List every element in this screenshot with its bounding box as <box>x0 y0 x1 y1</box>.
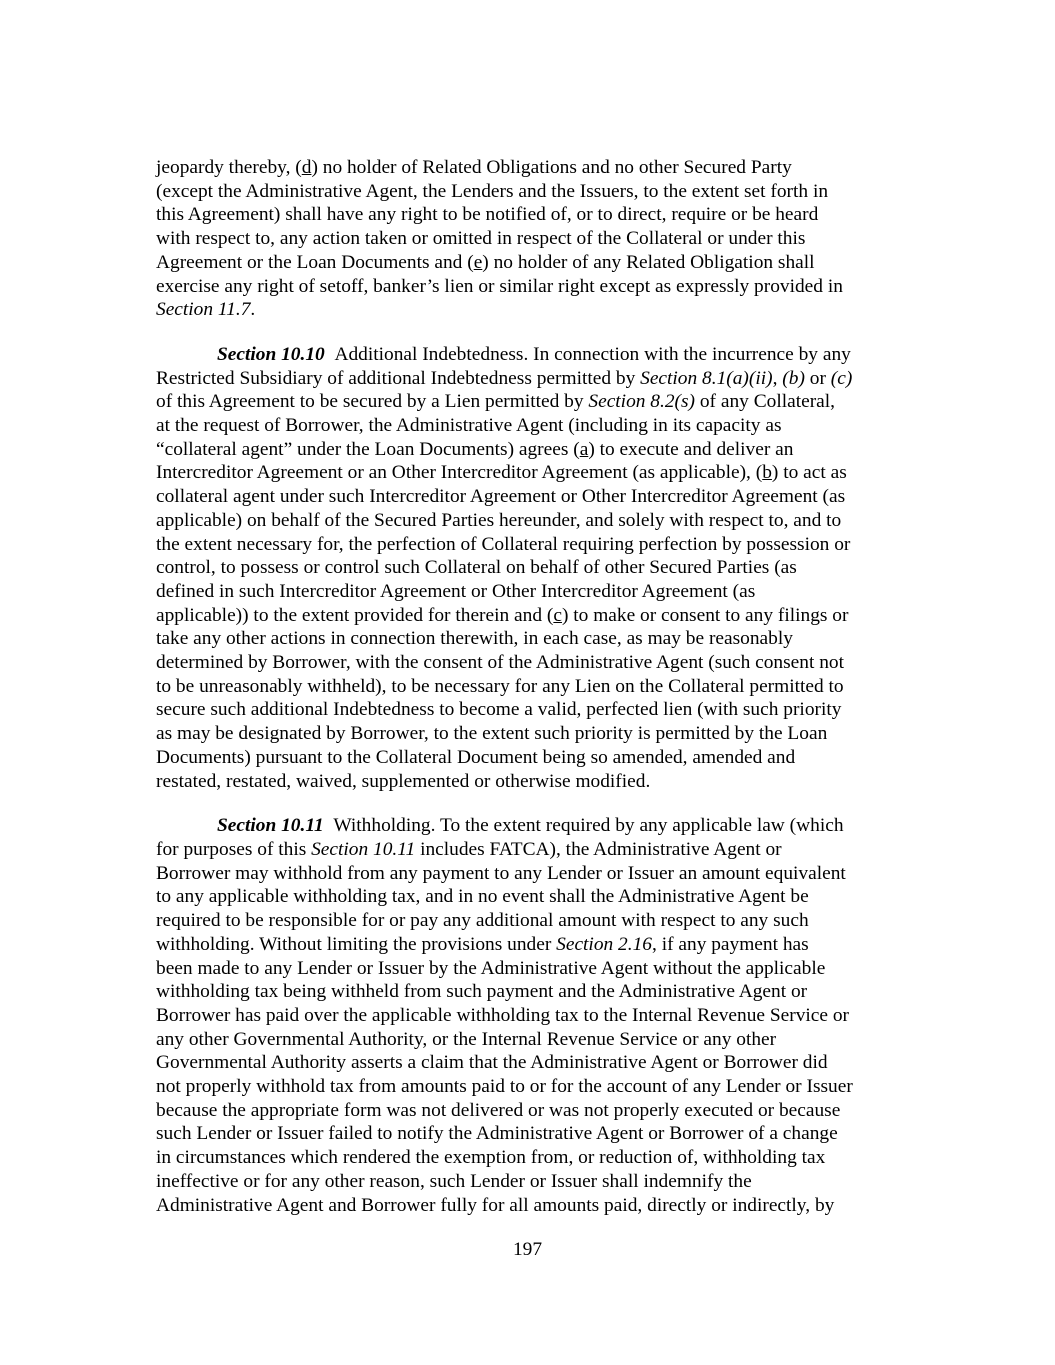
text-run: Agreement or the Loan Documents and ( <box>156 251 474 273</box>
text-line <box>156 461 900 485</box>
text-run: ) to act as <box>771 462 847 484</box>
section-reference: (c) <box>830 367 853 389</box>
text-run: jeopardy thereby, ( <box>156 157 302 178</box>
text-line: to be unreasonably withheld), to be necessary for any Lien on the Collateral permitted to <box>156 675 844 697</box>
text-run: Restricted Subsidiary of additional Indebtedness permitted by <box>156 367 641 389</box>
text-line <box>156 838 900 862</box>
text-run: , <box>772 367 783 389</box>
section-reference: (b) <box>782 367 805 389</box>
text-line: (except the Administrative Agent, the Lenders and the Issuers, to the extent set forth in <box>156 180 829 202</box>
text-line: exercise any right of setoff, banker’s lien or similar right except as expressly provided in <box>156 275 843 297</box>
text-line: because the appropriate form was not delivered or was not properly executed or because <box>156 1099 841 1121</box>
text-run: “collateral agent” under the Loan Documents) agrees ( <box>156 438 580 460</box>
text-line: Borrower may withhold from any payment to any Lender or Issuer an amount equivalent <box>156 862 846 884</box>
section-10-10 <box>156 343 900 793</box>
text-line: been made to any Lender or Issuer by the Administrative Agent without the applicable <box>156 957 826 979</box>
text-line: secure such additional Indebtedness to become a valid, perfected lien (with such priority <box>156 699 842 721</box>
document-page <box>156 156 900 1217</box>
text-line: required to be responsible for or pay any additional amount with respect to any such <box>156 910 809 932</box>
text-line: take any other actions in connection therewith, in each case, as may be reasonably <box>156 628 793 650</box>
section-heading: Section 10.11 <box>217 815 324 837</box>
text-line <box>156 367 900 391</box>
text-line: Governmental Authority asserts a claim that the Administrative Agent or Borrower did <box>156 1052 828 1074</box>
text-run: ) no holder of any Related Obligation shall <box>482 251 815 273</box>
text-run: ) to make or consent to any filings or <box>561 604 849 626</box>
section-reference: Section 11.7 <box>156 299 251 321</box>
text-line <box>156 343 900 367</box>
text-line <box>156 438 900 462</box>
text-run: . To the extent required by any applicable law (which <box>430 815 844 837</box>
text-line: collateral agent under such Intercreditor Agreement or Other Intercreditor Agreement (as <box>156 486 846 508</box>
text-line: in circumstances which rendered the exemption from, or reduction of, withholding tax <box>156 1147 826 1169</box>
section-reference: Section 2.16 <box>556 933 652 955</box>
text-line: control, to possess or control such Collateral on behalf of other Secured Parties (as <box>156 557 797 579</box>
clause-marker-b: b <box>762 462 772 484</box>
text-line: as may be designated by Borrower, to the extent such priority is permitted by the Loan <box>156 723 828 745</box>
section-reference: Section 8.2(s) <box>588 391 696 413</box>
text-run: ) to execute and deliver an <box>588 438 794 460</box>
section-title: Additional Indebtedness <box>334 343 524 365</box>
text-line: any other Governmental Authority, or the Internal Revenue Service or any other <box>156 1028 777 1050</box>
text-run: or <box>804 367 831 389</box>
section-reference: Section 10.11 <box>311 838 416 860</box>
text-run: of any Collateral, <box>695 391 836 413</box>
text-line <box>156 251 900 275</box>
text-line: at the request of Borrower, the Administrative Agent (including in its capacity as <box>156 415 782 437</box>
text-line: the extent necessary for, the perfection of Collateral requiring perfection by possession or <box>156 533 851 555</box>
text-run: . <box>250 299 256 321</box>
text-line: Borrower has paid over the applicable withholding tax to the Internal Revenue Service or <box>156 1004 849 1026</box>
section-10-11 <box>156 814 900 1217</box>
text-line: this Agreement) shall have any right to be notified of, or to direct, require or be heard <box>156 204 819 226</box>
text-line <box>156 156 900 180</box>
paragraph-continuation <box>156 156 900 322</box>
text-run: for purposes of this <box>156 838 312 860</box>
text-line <box>156 390 900 414</box>
text-run: applicable)) to the extent provided for therein and ( <box>156 604 554 626</box>
paragraph-spacer <box>156 793 900 814</box>
text-line <box>156 298 900 322</box>
text-line: ineffective or for any other reason, such Lender or Issuer shall indemnify the <box>156 1170 752 1192</box>
clause-marker-d: d <box>301 157 312 178</box>
text-line: Documents) pursuant to the Collateral Document being so amended, amended and <box>156 746 796 768</box>
section-reference: Section 8.1(a)(ii) <box>640 367 773 389</box>
paragraph-spacer <box>156 322 900 343</box>
text-line: to any applicable withholding tax, and in no event shall the Administrative Agent be <box>156 886 809 908</box>
text-line: restated, restated, waived, supplemented or otherwise modified. <box>156 770 651 792</box>
text-line <box>156 814 900 838</box>
text-run: includes FATCA), the Administrative Agent or <box>415 838 782 860</box>
text-line: determined by Borrower, with the consent of the Administrative Agent (such consent not <box>156 652 844 674</box>
clause-marker-c: c <box>553 604 562 626</box>
text-line: defined in such Intercreditor Agreement or Other Intercreditor Agreement (as <box>156 580 756 602</box>
text-run: ) no holder of Related Obligations and no other Secured Party <box>311 157 792 178</box>
section-title: Withholding <box>333 815 431 837</box>
text-line: with respect to, any action taken or omitted in respect of the Collateral or under this <box>156 228 806 250</box>
text-line: withholding tax being withheld from such payment and the Administrative Agent or <box>156 981 808 1003</box>
clause-marker-e: e <box>473 251 483 273</box>
text-line: not properly withhold tax from amounts paid to or for the account of any Lender or Issuer <box>156 1076 853 1098</box>
text-line: such Lender or Issuer failed to notify the Administrative Agent or Borrower of a change <box>156 1123 838 1145</box>
page-number: 197 <box>512 1239 543 1260</box>
text-line <box>156 933 900 957</box>
text-run: , if any payment has <box>652 933 809 955</box>
text-run: withholding. Without limiting the provisions under <box>156 933 557 955</box>
text-run: Intercreditor Agreement or an Other Intercreditor Agreement (as applicable), ( <box>156 462 763 484</box>
text-run: of this Agreement to be secured by a Lien permitted by <box>156 391 589 413</box>
clause-marker-a: a <box>579 438 589 460</box>
text-line: Administrative Agent and Borrower fully for all amounts paid, directly or indirectly, by <box>156 1194 835 1216</box>
text-line <box>156 604 900 628</box>
section-heading: Section 10.10 <box>217 343 325 365</box>
text-line: applicable) on behalf of the Secured Parties hereunder, and solely with respect to, and to <box>156 509 842 531</box>
text-run: . In connection with the incurrence by any <box>523 343 851 365</box>
